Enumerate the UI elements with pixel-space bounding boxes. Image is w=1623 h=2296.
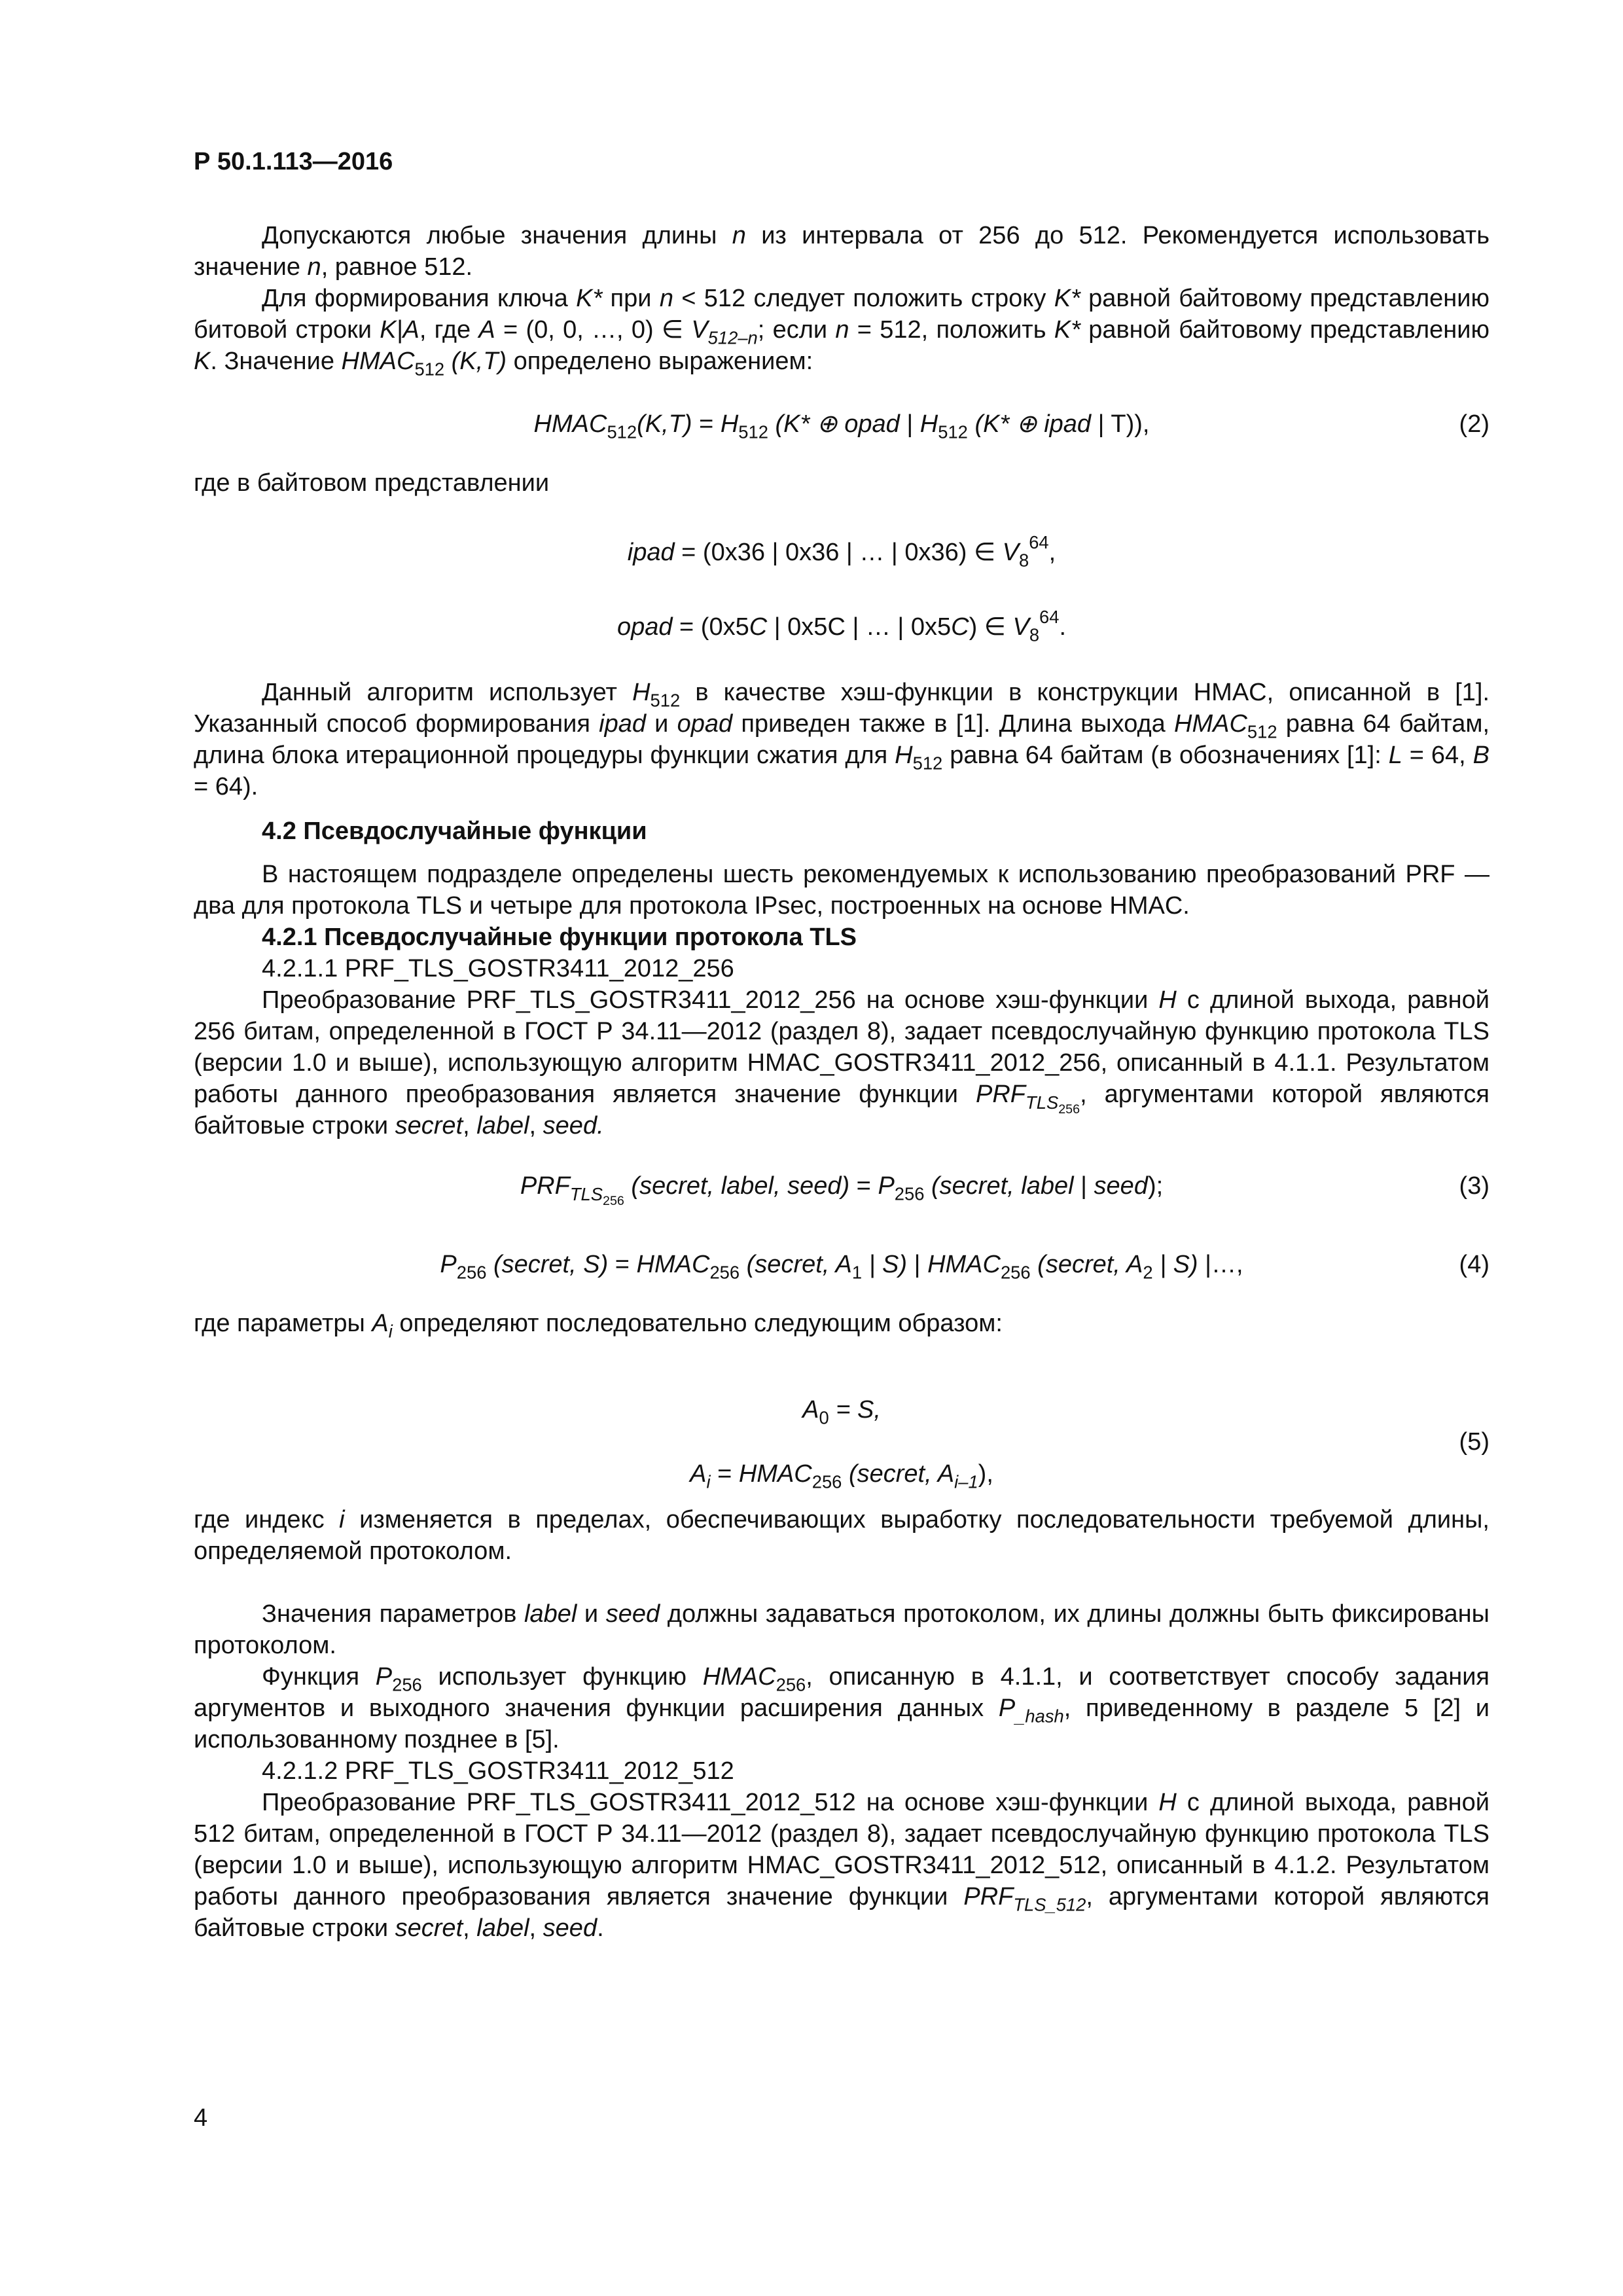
formula-4: $P_{256}$ (secret, $S) = HMAC_{256}$ (secret, $A_1$ | S) | $HMAC_{256}$ (secret, $A_2$ | S) |…, (4): [194, 1249, 1489, 1280]
paragraph-prf-overview: В настоящем подразделе определены шесть рекомендуемых к использованию преобразований PRF — два для протокола TLS и четыре для протокола IPsec, построенных на основе HMAC.: [194, 861, 1489, 920]
page-body: [194, 220, 1489, 1944]
section-4-2-1-2-heading: 4.2.1.2 PRF_TLS_GOSTR3411_2012_512: [262, 1757, 734, 1785]
paragraph-h512-usage: Данный алгоритм использует $H_{512}$ в качестве хэш-функции в конструкции HMAC, описанной в [1]. Указанный способ формирования ipad и opad приведен также в [1]. Длина выхода $HMAC_{512}$ равна 64 байтам, длина блока итерационной процедуры функции сжатия для $H_{512}$ равна 64 байтам (в обозначениях [1]: L = 64, B = 64).: [194, 679, 1490, 800]
formula-number: (3): [1459, 1172, 1489, 1200]
page-number: 4: [194, 2104, 208, 2132]
formula-number: (5): [1459, 1428, 1489, 1456]
section-4-2-heading: 4.2 Псевдослучайные функции: [262, 817, 647, 845]
formula-5-line-1: $A_0 = S$,: [802, 1396, 881, 1428]
where-byte-representation: где в байтовом представлении: [194, 469, 550, 497]
paragraph-label-seed: Значения параметров label и seed должны задаваться протоколом, их длины должны быть фиксированы протоколом.: [194, 1600, 1489, 1659]
paragraph-length-n: Допускаются любые значения длины n из интервала от 256 до 512. Рекомендуется использовать значение n, равное 512.: [194, 222, 1490, 281]
formula-5-line-2: $A_i$ = $HMAC_{256}$ (secret, $A_{i-1}$),: [690, 1460, 993, 1492]
formula-opad: opad = (0x5C | 0x5C | … | 0x5C) ∈ $V_8^{64}$.: [616, 607, 1067, 645]
formula-3: $PRF_{TLS_{256}}$ (secret, label, seed) = $P_{256}$ (secret, label | seed); (3): [194, 1170, 1489, 1202]
section-4-2-1-1-heading: 4.2.1.1 PRF_TLS_GOSTR3411_2012_256: [262, 955, 734, 982]
paragraph-prf-512-description: Преобразование PRF_TLS_GOSTR3411_2012_512 на основе хэш-функции H с длиной выхода, равной 512 битам, определенной в ГОСТ Р 34.11—2012 (раздел 8), задает псевдослучайную функцию протокола TLS (версии 1.0 и выше), использующую алгоритм HMAC_GOSTR3411_2012_512, описанный в 4.1.2. Результатом работы данного преобразования является значение функции $PRF_{TLS\_512}$, аргументами которой являются байтовые строки secret, label, seed.: [194, 1789, 1489, 1942]
formula-ipad: ipad = (0x36 | 0x36 | … | 0x36) ∈ $V_8^{64}$,: [627, 532, 1056, 571]
paragraph-key-formation: Для формирования ключа K* при n < 512 следует положить строку K* равной байтовому представлению битовой строки K|A, где A = (0, 0, …, 0) ∈ $V_{512-n}$; если n = 512, положить K* равной байтовому представлению K. Значение $HMAC_{512}$ (K,T) определено выражением:: [194, 285, 1490, 380]
formula-number: (2): [1459, 410, 1489, 438]
paragraph-prf-256-description: Преобразование PRF_TLS_GOSTR3411_2012_256 на основе хэш-функции H с длиной выхода, равной 256 битам, определенной в ГОСТ Р 34.11—2012 (раздел 8), задает псевдослучайную функцию протокола TLS (версии 1.0 и выше), использующую алгоритм HMAC_GOSTR3411_2012_256, описанный в 4.1.1. Результатом работы данного преобразования является значение функции $PRF_{TLS_{256}}$, аргументами которой являются байтовые строки secret, label, seed.: [194, 986, 1489, 1139]
formula-number: (4): [1459, 1251, 1489, 1278]
where-parameters-ai: где параметры $A_i$ определяют последовательно следующим образом:: [194, 1310, 1003, 1342]
where-index-i: где индекс i изменяется в пределах, обеспечивающих выработку последовательности требуемой длины, определяемой протоколом.: [194, 1506, 1489, 1565]
document-code-header: Р 50.1.113—2016: [194, 148, 393, 175]
paragraph-p256-function: Функция $P_{256}$ использует функцию $HMAC_{256}$, описанную в 4.1.1, и соответствует способу задания аргументов и выходного значения функции расширения данных $P_{\_hash}$, приведенному в разделе 5 [2] и использованному позднее в [5].: [194, 1663, 1490, 1753]
formula-2: $HMAC_{512}(K,T) = H_{512}$ (K* ⊕ opad | $H_{512}$ (K* ⊕ ipad | T)), (2): [194, 408, 1489, 440]
section-4-2-1-heading: 4.2.1 Псевдослучайные функции протокола TLS: [262, 924, 857, 951]
formula-5: [194, 1394, 1489, 1490]
